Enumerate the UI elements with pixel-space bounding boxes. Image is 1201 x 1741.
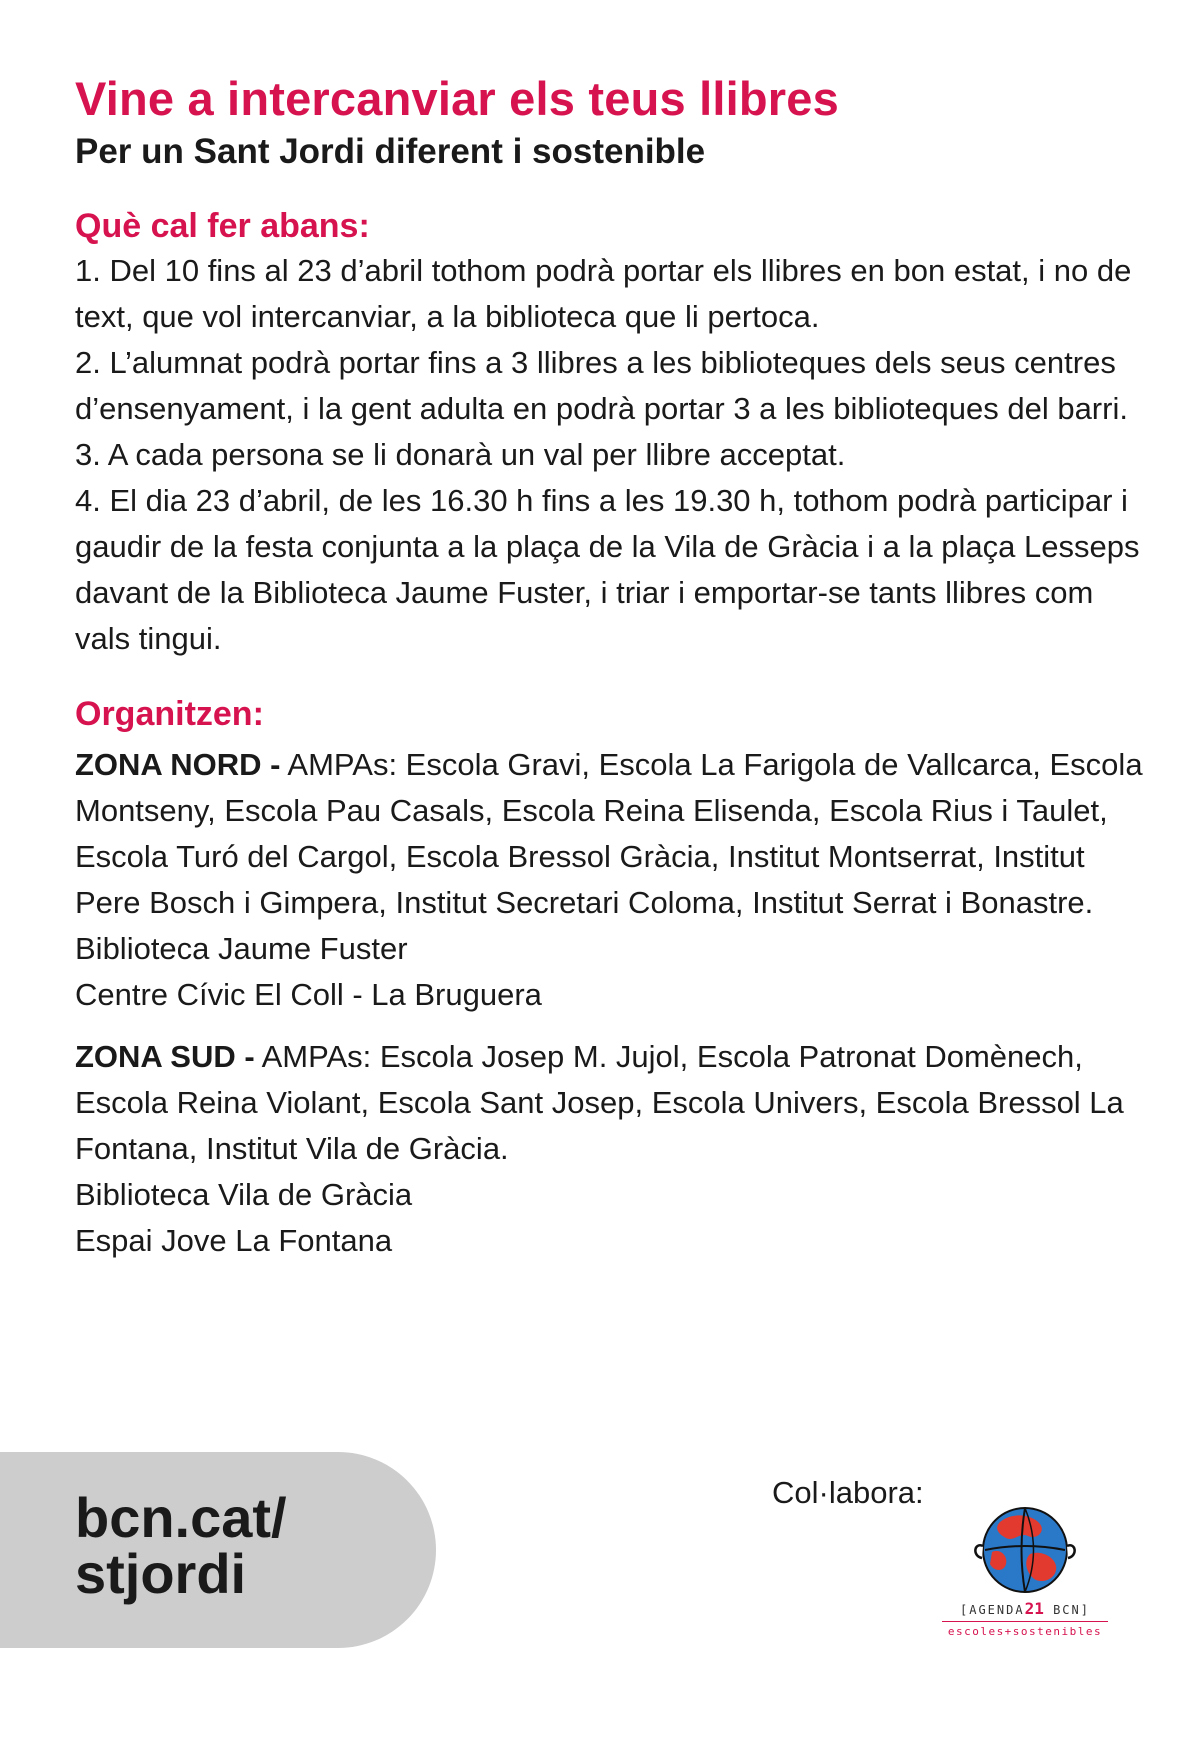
zone-sud-youth-space: Espai Jove La Fontana [75,1223,393,1258]
agenda21-logo [940,1502,1110,1642]
logo-tagline: escoles+sostenibles [947,1625,1103,1638]
logo-divider [942,1621,1108,1622]
zone-nord-label: ZONA NORD - [75,747,281,782]
url-pill [0,1452,436,1648]
logo-left: [AGENDA [960,1603,1025,1617]
step-item: 4. El dia 23 d’abril, de les 16.30 h fins a les 19.30 h, tothom podrà participar i gaudir de la festa conjunta a la plaça de la Vila de Gràcia i a la plaça Lesseps davant de la Biblioteca Jaume Fuster, i triar i emportar-se tants llibres com vals tingui. [75,483,1140,656]
page-subtitle: Per un Sant Jordi diferent i sostenible [75,132,706,171]
page-title: Vine a intercanviar els teus llibres [75,72,839,125]
logo-number: 21 [1024,1599,1044,1618]
step-item: 1. Del 10 fins al 23 d’abril tothom podrà portar els llibres en bon estat, i no de text, que vol intercanviar, a la biblioteca que li pertoca. [75,253,1132,334]
logo-right: BCN] [1053,1603,1090,1617]
zone-sud-text [75,1034,1145,1172]
zone-sud-ampas: AMPAs: Escola Josep M. Jujol, Escola Patronat Domènech, Escola Reina Violant, Escola Sant Josep, Escola Univers, Escola Bressol La Fontana, Institut Vila de Gràcia. [75,1039,1124,1166]
zone-sud [75,1034,1145,1264]
zone-nord-text [75,742,1145,926]
zone-nord-ampas: AMPAs: Escola Gravi, Escola La Farigola de Vallcarca, Escola Montseny, Escola Pau Casals, Escola Reina Elisenda, Escola Rius i Taulet, Escola Turó del Cargol, Escola Bressol Gràcia, Institut Montserrat, Institut Pere Bosch i Gimpera, Institut Secretari Coloma, Institut Serrat i Bonastre. [75,747,1143,920]
step-item: 3. A cada persona se li donarà un val per llibre acceptat. [75,437,846,472]
globe-icon [970,1502,1080,1598]
before-heading: Què cal fer abans: [75,207,370,245]
url-link[interactable] [75,1486,287,1605]
url-line-1: bcn.cat/ [75,1486,287,1549]
zone-nord-library: Biblioteca Jaume Fuster [75,931,408,966]
url-line-2: stjordi [75,1542,247,1605]
step-item: 2. L’alumnat podrà portar fins a 3 llibres a les biblioteques dels seus centres d’ensenyament, i la gent adulta en podrà portar 3 a les biblioteques del barri. [75,345,1128,426]
steps-list [75,248,1145,662]
zone-nord [75,742,1145,1018]
zone-nord-civic-center: Centre Cívic El Coll - La Bruguera [75,977,542,1012]
logo-wordmark [940,1599,1110,1618]
flyer-content [75,70,1145,1264]
collab-label: Col·labora: [772,1475,924,1510]
zone-sud-label: ZONA SUD - [75,1039,255,1074]
organizers-heading: Organitzen: [75,695,264,733]
zone-sud-library: Biblioteca Vila de Gràcia [75,1177,413,1212]
